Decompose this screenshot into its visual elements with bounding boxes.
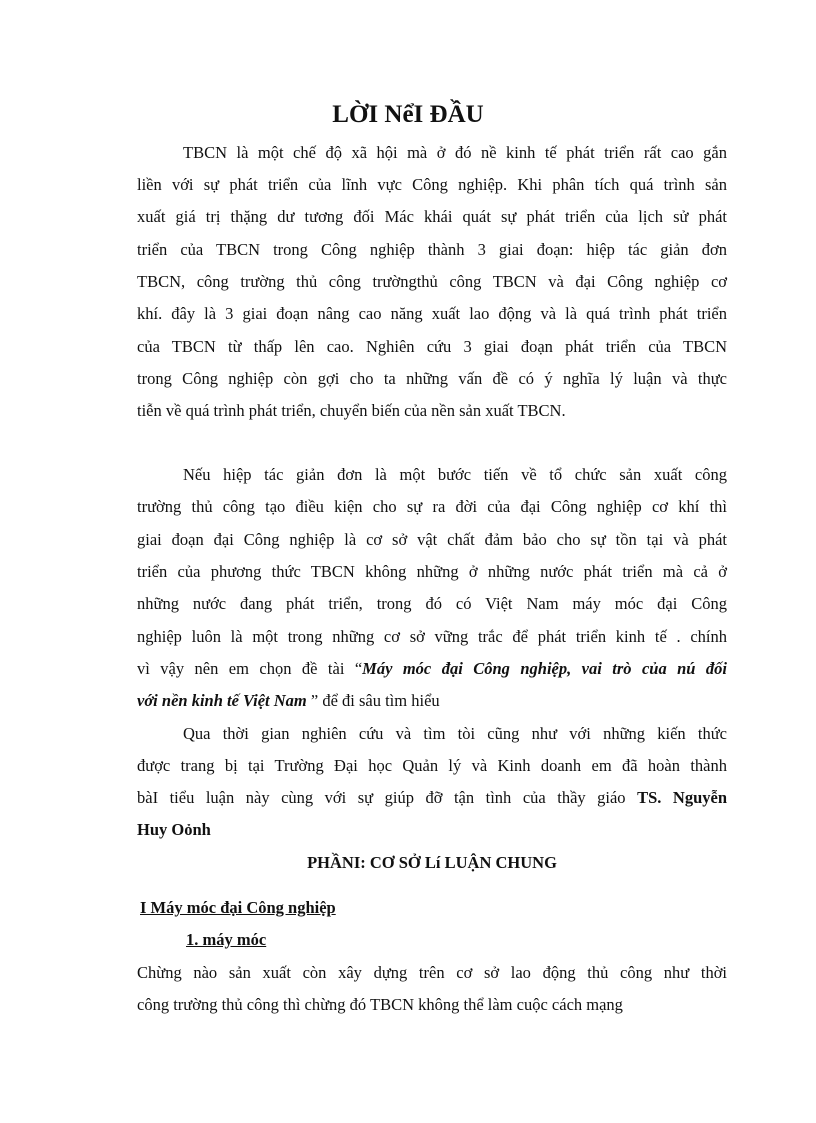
paragraph-line: những nước đang phát triển, trong đó có Việt Nam máy móc đại Công	[137, 594, 727, 613]
paragraph-line: triển của TBCN trong Công nghiệp thành 3 giai đoạn: hiệp tác giản đơn	[137, 240, 727, 259]
paragraph-line: tiễn về quá trình phát triển, chuyển biến của nền sản xuất TBCN.	[137, 401, 566, 420]
supervisor-name-part-1: TS. Nguyễn	[637, 788, 727, 807]
paragraph-line: khí. đây là 3 giai đoạn nâng cao năng xuất lao động và là quá trình phát triển	[137, 304, 727, 323]
subheading-2: 1. máy móc	[186, 930, 267, 949]
paragraph-line: được trang bị tại Trường Đại học Quản lý và Kinh doanh em đã hoàn thành	[137, 756, 727, 775]
paragraph-line	[137, 659, 727, 679]
topic-outro-text: ” để đi sâu tìm hiểu	[306, 691, 440, 710]
paragraph-line: công trường thủ công thì chừng đó TBCN không thể làm cuộc cách mạng	[137, 995, 623, 1014]
paragraph-line: Chừng nào sản xuất còn xây dựng trên cơ sở lao động thủ công như thời	[137, 963, 727, 982]
paragraph-line: xuất giá trị thặng dư tương đối Mác khái quát sự phát triển của lịch sử phát	[137, 207, 727, 226]
subheading-1: I Máy móc đại Công nghiệp	[140, 898, 336, 917]
supervisor-name-part-2: Huy Oỏnh	[137, 820, 211, 839]
paragraph-line: liền với sự phát triển của lĩnh vực Công nghiệp. Khi phân tích quá trình sản	[137, 175, 727, 194]
section-heading: PHẦNI: CƠ SỞ Lí LUẬN CHUNG	[307, 853, 557, 872]
paragraph-line	[137, 691, 727, 711]
paragraph-line: Nếu hiệp tác giản đơn là một bước tiến về tổ chức sản xuất công	[183, 465, 727, 484]
acknowledgement-text: bàI tiểu luận này cùng với sự giúp đỡ tận tình của thầy giáo	[137, 788, 638, 807]
topic-intro-text: vì vậy nên em chọn đề tài “	[137, 659, 363, 678]
paragraph-line: triển của phương thức TBCN không những ở những nước phát triển mà cả ở	[137, 562, 727, 581]
paragraph-line: nghiệp luôn là một trong những cơ sở vững trắc để phát triển kinh tế . chính	[137, 627, 727, 646]
paragraph-line: của TBCN từ thấp lên cao. Nghiên cứu 3 giai đoạn phát triển của TBCN	[137, 337, 727, 356]
paragraph-line: TBCN, công trường thủ công trườngthủ công TBCN và đại Công nghiệp cơ	[137, 272, 727, 291]
paragraph-line: giai đoạn đại Công nghiệp là cơ sở vật chất đảm bảo cho sự tồn tại và phát	[137, 530, 727, 549]
paragraph-line: Qua thời gian nghiên cứu và tìm tòi cũng như với những kiến thức	[183, 724, 727, 743]
paragraph-line: trong Công nghiệp còn gợi cho ta những vấn đề có ý nghĩa lý luận và thực	[137, 369, 727, 388]
paragraph-line: TBCN là một chế độ xã hội mà ở đó nề kinh tế phát triển rất cao gắn	[183, 143, 727, 162]
topic-title-part-2: với nền kinh tế Việt Nam	[137, 691, 307, 710]
paragraph-line: trường thủ công tạo điều kiện cho sự ra đời của đại Công nghiệp cơ khí thì	[137, 497, 727, 516]
topic-title-part-1: Máy móc đại Công nghiệp, vai trò của nú đối	[362, 659, 728, 678]
paragraph-line	[137, 788, 727, 808]
page-title: LỜI NểI ĐẦU	[332, 101, 484, 128]
